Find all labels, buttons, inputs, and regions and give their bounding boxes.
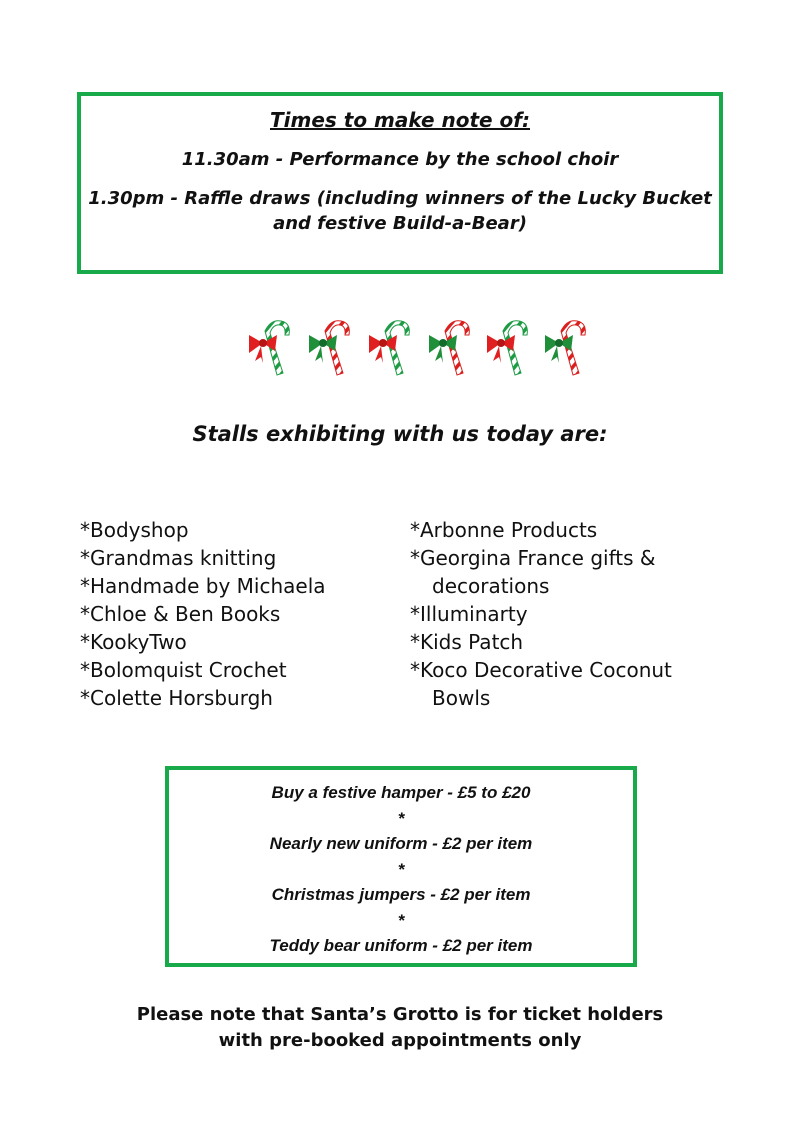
grotto-notice bbox=[0, 1002, 800, 1054]
stall-item: *Chloe & Ben Books bbox=[80, 602, 281, 626]
times-title: Times to make note of: bbox=[270, 108, 530, 132]
stall-item: *Handmade by Michaela bbox=[80, 574, 326, 598]
grotto-notice-line1: Please note that Santa’s Grotto is for ticket holders bbox=[136, 1004, 664, 1025]
stall-item: *Arbonne Products bbox=[410, 518, 598, 542]
offer-uniform: Nearly new uniform - £2 per item bbox=[269, 834, 533, 853]
stall-item-continuation: Bowls bbox=[432, 686, 491, 710]
stall-item: *Colette Horsburgh bbox=[80, 686, 273, 710]
stall-item: *Illuminarty bbox=[410, 602, 528, 626]
candy-cane-icon bbox=[365, 315, 423, 377]
offers-box bbox=[165, 766, 637, 967]
stall-item: *Bolomquist Crochet bbox=[80, 658, 287, 682]
offer-separator: * bbox=[397, 808, 405, 828]
time-entry-raffle bbox=[81, 186, 719, 236]
stalls-heading: Stalls exhibiting with us today are: bbox=[192, 422, 608, 446]
offer-separator: * bbox=[397, 910, 405, 930]
offer-hamper: Buy a festive hamper - £5 to £20 bbox=[271, 783, 531, 802]
time-entry-raffle-line1: 1.30pm - Raffle draws (including winners of the Lucky Bucket bbox=[88, 188, 712, 209]
stall-item: *KookyTwo bbox=[80, 630, 187, 654]
stall-item bbox=[410, 544, 710, 600]
offer-separator: * bbox=[397, 859, 405, 879]
candy-cane-icon bbox=[305, 315, 363, 377]
candy-cane-icon bbox=[425, 315, 483, 377]
candy-cane-icon bbox=[541, 315, 599, 377]
stall-item-continuation: decorations bbox=[432, 574, 550, 598]
offer-teddy-uniform: Teddy bear uniform - £2 per item bbox=[269, 936, 533, 955]
stalls-list-left bbox=[80, 516, 326, 712]
grotto-notice-line2: with pre-booked appointments only bbox=[218, 1030, 582, 1051]
time-entry-choir: 11.30am - Performance by the school choir bbox=[181, 149, 619, 170]
stall-item: *Kids Patch bbox=[410, 630, 524, 654]
candy-cane-row bbox=[245, 315, 595, 380]
time-entry-raffle-line2: and festive Build-a-Bear) bbox=[273, 213, 527, 234]
stall-item-text: *Georgina France gifts & bbox=[410, 546, 656, 570]
stall-item: *Bodyshop bbox=[80, 518, 189, 542]
offer-jumpers: Christmas jumpers - £2 per item bbox=[271, 885, 531, 904]
times-box bbox=[77, 92, 723, 274]
stalls-list-right bbox=[410, 516, 710, 712]
candy-cane-icon bbox=[245, 315, 303, 377]
candy-cane-icon bbox=[483, 315, 541, 377]
stall-item bbox=[410, 656, 710, 712]
stall-item-text: *Koco Decorative Coconut bbox=[410, 658, 672, 682]
stall-item: *Grandmas knitting bbox=[80, 546, 277, 570]
